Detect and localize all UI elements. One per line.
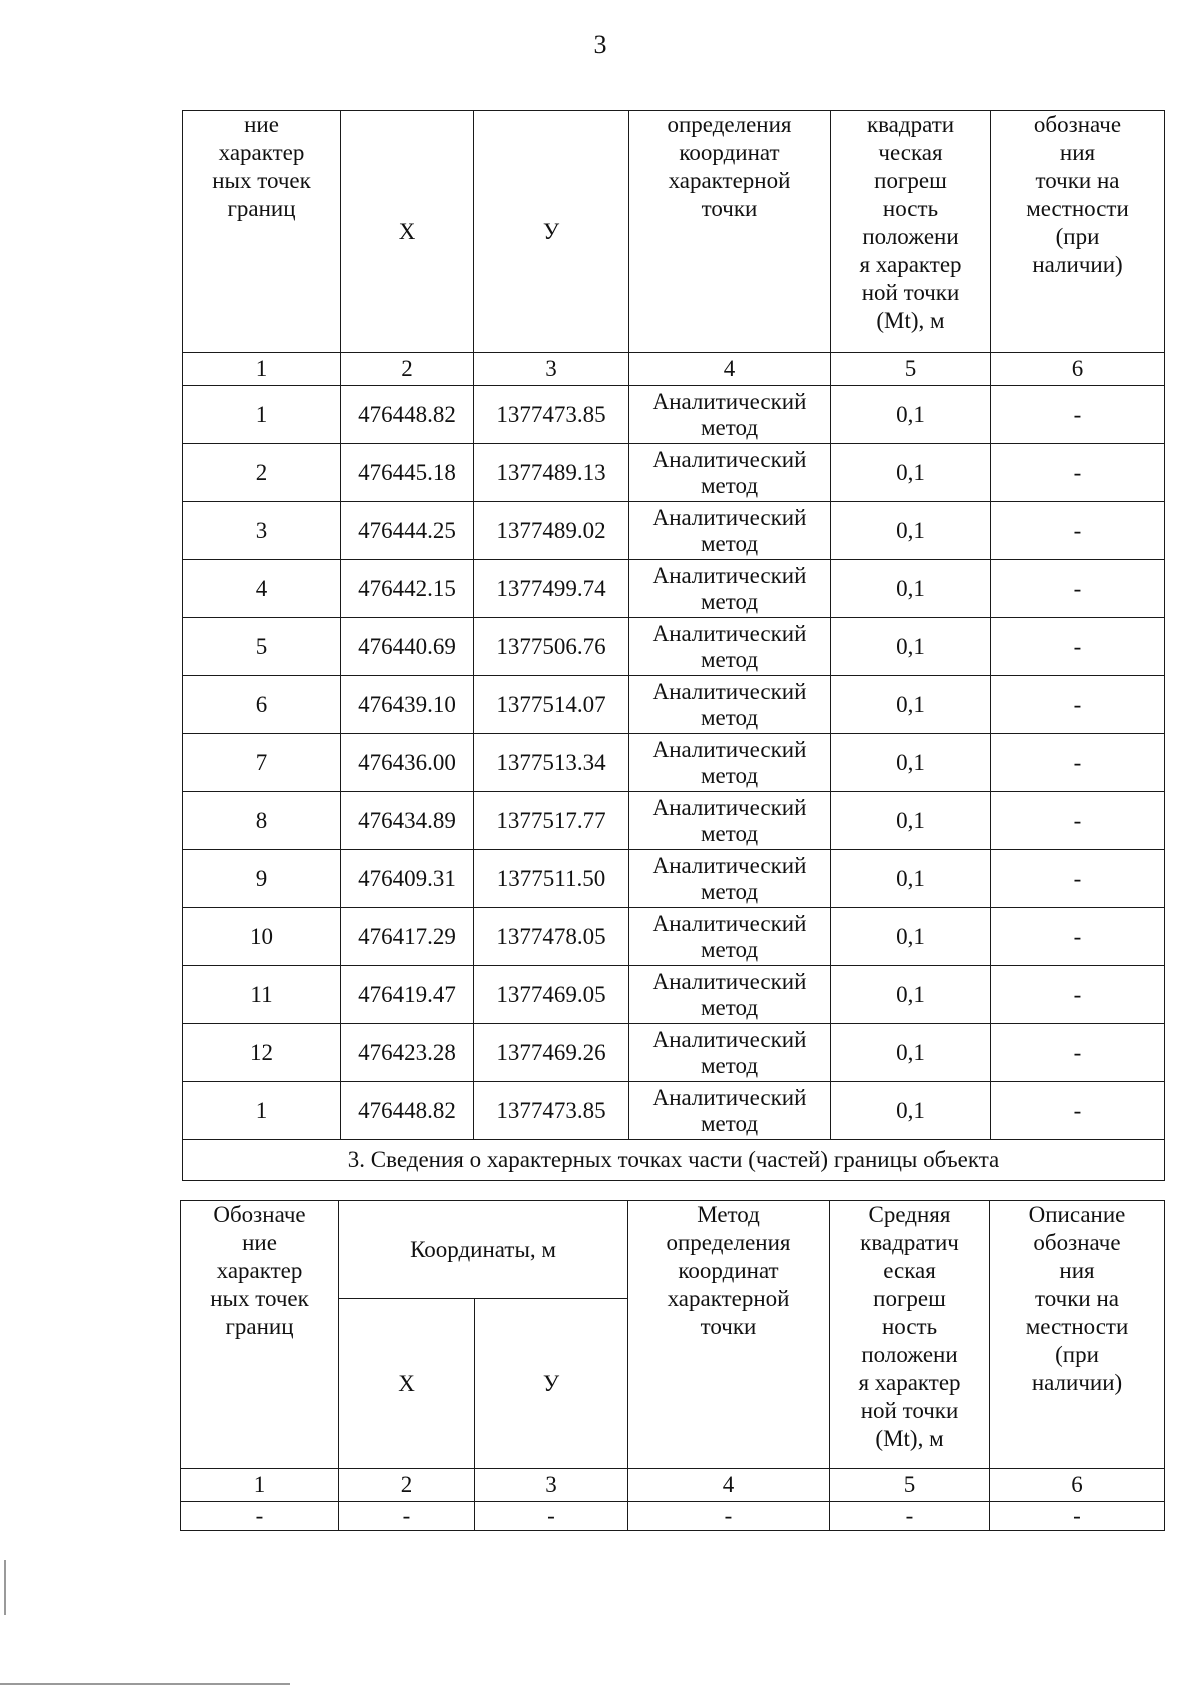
section-title-row: [183, 1140, 1165, 1181]
header-point-designation: ние характер ных точек границ: [183, 111, 341, 353]
coord-y: 1377511.50: [474, 850, 629, 908]
method: Аналитический метод: [629, 676, 831, 734]
table-row: [183, 908, 1165, 966]
description: -: [991, 1024, 1165, 1082]
column-number: 3: [474, 353, 629, 386]
part-boundary-table: [180, 1200, 1165, 1531]
error-value: 0,1: [831, 792, 991, 850]
description: -: [991, 386, 1165, 444]
method: Аналитический метод: [629, 966, 831, 1024]
header-method: определения координат характерной точки: [629, 111, 831, 353]
method: Аналитический метод: [629, 1082, 831, 1140]
coord-x: 476444.25: [341, 502, 474, 560]
coord-y: 1377499.74: [474, 560, 629, 618]
table-row: [183, 850, 1165, 908]
table-row: [183, 792, 1165, 850]
error-value: 0,1: [831, 966, 991, 1024]
error-value: 0,1: [831, 560, 991, 618]
column-number: 5: [830, 1469, 990, 1502]
description: -: [991, 502, 1165, 560]
page-number: 3: [593, 30, 607, 59]
header-point-designation: Обозначе ние характер ных точек границ: [181, 1201, 339, 1469]
method: Аналитический метод: [629, 618, 831, 676]
description: -: [991, 676, 1165, 734]
error-value: 0,1: [831, 502, 991, 560]
coord-x: 476434.89: [341, 792, 474, 850]
method: Аналитический метод: [629, 908, 831, 966]
section-title: 3. Сведения о характерных точках части (частей) границы объекта: [183, 1140, 1165, 1181]
method: Аналитический метод: [629, 386, 831, 444]
column-number: 4: [629, 353, 831, 386]
header-coordinates: Координаты, м: [339, 1201, 628, 1299]
table-header-row: [181, 1201, 1165, 1299]
coord-y: 1377489.13: [474, 444, 629, 502]
point-number: 2: [183, 444, 341, 502]
description: -: [991, 792, 1165, 850]
description: -: [991, 1082, 1165, 1140]
coordinates-table: [182, 110, 1165, 1181]
empty-value: -: [475, 1502, 628, 1531]
header-error: Средняя квадратич еская погреш ность положени я характер ной точки (Mt), м: [830, 1201, 990, 1469]
header-method: Метод определения координат характерной точки: [628, 1201, 830, 1469]
point-number: 4: [183, 560, 341, 618]
coord-x: 476417.29: [341, 908, 474, 966]
error-value: 0,1: [831, 850, 991, 908]
scan-bottom-line: [0, 1683, 290, 1685]
error-value: 0,1: [831, 1082, 991, 1140]
coord-y: 1377506.76: [474, 618, 629, 676]
coord-x: 476423.28: [341, 1024, 474, 1082]
empty-value: -: [628, 1502, 830, 1531]
header-y: У: [474, 111, 629, 353]
column-number: 6: [991, 353, 1165, 386]
column-number: 4: [628, 1469, 830, 1502]
point-number: 12: [183, 1024, 341, 1082]
coord-x: 476440.69: [341, 618, 474, 676]
coord-x: 476439.10: [341, 676, 474, 734]
table-row: [181, 1502, 1165, 1531]
error-value: 0,1: [831, 908, 991, 966]
description: -: [991, 618, 1165, 676]
point-number: 1: [183, 1082, 341, 1140]
table-row: [183, 502, 1165, 560]
empty-value: -: [181, 1502, 339, 1531]
method: Аналитический метод: [629, 1024, 831, 1082]
method: Аналитический метод: [629, 560, 831, 618]
error-value: 0,1: [831, 618, 991, 676]
table-row: [183, 966, 1165, 1024]
point-number: 3: [183, 502, 341, 560]
column-number-row: [183, 353, 1165, 386]
table-row: [183, 1024, 1165, 1082]
coord-y: 1377514.07: [474, 676, 629, 734]
column-number: 3: [475, 1469, 628, 1502]
coord-y: 1377469.26: [474, 1024, 629, 1082]
column-number: 1: [183, 353, 341, 386]
point-number: 11: [183, 966, 341, 1024]
coord-y: 1377473.85: [474, 386, 629, 444]
method: Аналитический метод: [629, 444, 831, 502]
error-value: 0,1: [831, 386, 991, 444]
point-number: 9: [183, 850, 341, 908]
coord-x: 476409.31: [341, 850, 474, 908]
description: -: [991, 734, 1165, 792]
table-row: [183, 734, 1165, 792]
column-number-row: [181, 1469, 1165, 1502]
coord-y: 1377469.05: [474, 966, 629, 1024]
coord-x: 476448.82: [341, 386, 474, 444]
description: -: [991, 444, 1165, 502]
header-x: Х: [339, 1299, 475, 1469]
point-number: 6: [183, 676, 341, 734]
description: -: [991, 850, 1165, 908]
point-number: 7: [183, 734, 341, 792]
method: Аналитический метод: [629, 734, 831, 792]
coord-y: 1377513.34: [474, 734, 629, 792]
coord-y: 1377517.77: [474, 792, 629, 850]
table-row: [183, 618, 1165, 676]
point-number: 10: [183, 908, 341, 966]
column-number: 6: [990, 1469, 1165, 1502]
error-value: 0,1: [831, 444, 991, 502]
description: -: [991, 908, 1165, 966]
coord-y: 1377478.05: [474, 908, 629, 966]
error-value: 0,1: [831, 1024, 991, 1082]
method: Аналитический метод: [629, 792, 831, 850]
error-value: 0,1: [831, 676, 991, 734]
coord-y: 1377473.85: [474, 1082, 629, 1140]
table-row: [183, 560, 1165, 618]
empty-value: -: [830, 1502, 990, 1531]
column-number: 1: [181, 1469, 339, 1502]
table-header-row: [183, 111, 1165, 353]
description: -: [991, 560, 1165, 618]
coord-x: 476436.00: [341, 734, 474, 792]
method: Аналитический метод: [629, 850, 831, 908]
header-error: квадрати ческая погреш ность положени я характер ной точки (Mt), м: [831, 111, 991, 353]
column-number: 2: [341, 353, 474, 386]
method: Аналитический метод: [629, 502, 831, 560]
coord-y: 1377489.02: [474, 502, 629, 560]
coord-x: 476448.82: [341, 1082, 474, 1140]
empty-value: -: [990, 1502, 1165, 1531]
coord-x: 476442.15: [341, 560, 474, 618]
table-row: [183, 1082, 1165, 1140]
description: -: [991, 966, 1165, 1024]
header-y: У: [475, 1299, 628, 1469]
scan-margin-line: [4, 1560, 6, 1615]
coord-x: 476445.18: [341, 444, 474, 502]
point-number: 1: [183, 386, 341, 444]
table-row: [183, 386, 1165, 444]
header-description: Описание обозначе ния точки на местности (при наличии): [990, 1201, 1165, 1469]
point-number: 8: [183, 792, 341, 850]
column-number: 5: [831, 353, 991, 386]
coord-x: 476419.47: [341, 966, 474, 1024]
table-row: [183, 444, 1165, 502]
error-value: 0,1: [831, 734, 991, 792]
header-x: Х: [341, 111, 474, 353]
table-row: [183, 676, 1165, 734]
point-number: 5: [183, 618, 341, 676]
empty-value: -: [339, 1502, 475, 1531]
column-number: 2: [339, 1469, 475, 1502]
header-description: обозначе ния точки на местности (при наличии): [991, 111, 1165, 353]
